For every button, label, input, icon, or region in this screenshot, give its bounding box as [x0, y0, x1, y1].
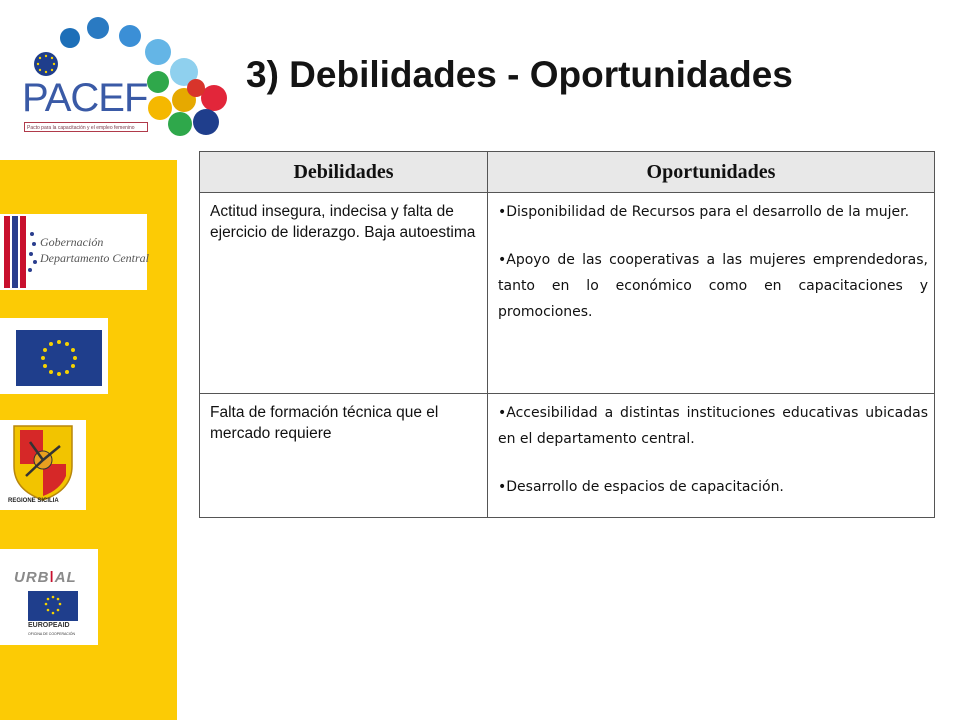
gobernacion-line2: Departamento Central [40, 251, 149, 265]
opportunity-item: •Disponibilidad de Recursos para el desarrollo de la mujer. [498, 204, 910, 220]
pacef-tagline: Pacto para la capacitación y el empleo femenino [24, 122, 148, 132]
weakness-cell: Falta de formación técnica que el mercado requiere [200, 394, 488, 518]
pacef-wordmark: PACEF [22, 76, 148, 120]
table-header-row [200, 152, 935, 193]
header-oportunidades: Oportunidades [488, 152, 935, 193]
slide-title: 3) Debilidades - Oportunidades [246, 54, 793, 95]
header-debilidades: Debilidades [200, 152, 488, 193]
gobernacion-logo [0, 214, 147, 290]
urbal-logo: URBǀAL EUROPEAID OFICINA DE COOPERACIÓN [0, 549, 98, 645]
table-row [200, 394, 935, 518]
opportunities-cell [488, 394, 935, 518]
urbal-text-right: AL [54, 569, 77, 586]
gobernacion-line1: Gobernación [40, 235, 104, 249]
sicilia-shield-icon [0, 420, 86, 510]
europeaid-label: EUROPEAID [28, 622, 70, 629]
table-row [200, 193, 935, 394]
sicilia-label: REGIONE SICILIA [8, 498, 59, 504]
oficina-label: OFICINA DE COOPERACIÓN [28, 632, 76, 636]
weakness-cell: Actitud insegura, indecisa y falta de ejercicio de liderazgo. Baja autoestima [200, 193, 488, 394]
opportunity-item: •Apoyo de las cooperativas a las mujeres emprendedoras, tanto en lo económico como en capacitaciones y promociones. [498, 252, 928, 320]
opportunity-item: •Desarrollo de espacios de capacitación. [498, 479, 784, 495]
opportunity-item: •Accesibilidad a distintas instituciones educativas ubicadas en el departamento central. [498, 405, 928, 447]
pacef-logo [18, 16, 230, 140]
eu-flag-icon [0, 318, 108, 394]
opportunities-cell [488, 193, 935, 394]
urbal-text-left: URB [14, 569, 50, 586]
swot-table [199, 151, 935, 518]
eu-flag-logo [0, 318, 108, 394]
regione-sicilia-logo [0, 420, 86, 510]
paraguay-flag-icon [0, 214, 40, 290]
urbal-eu-flag-icon [0, 549, 98, 645]
